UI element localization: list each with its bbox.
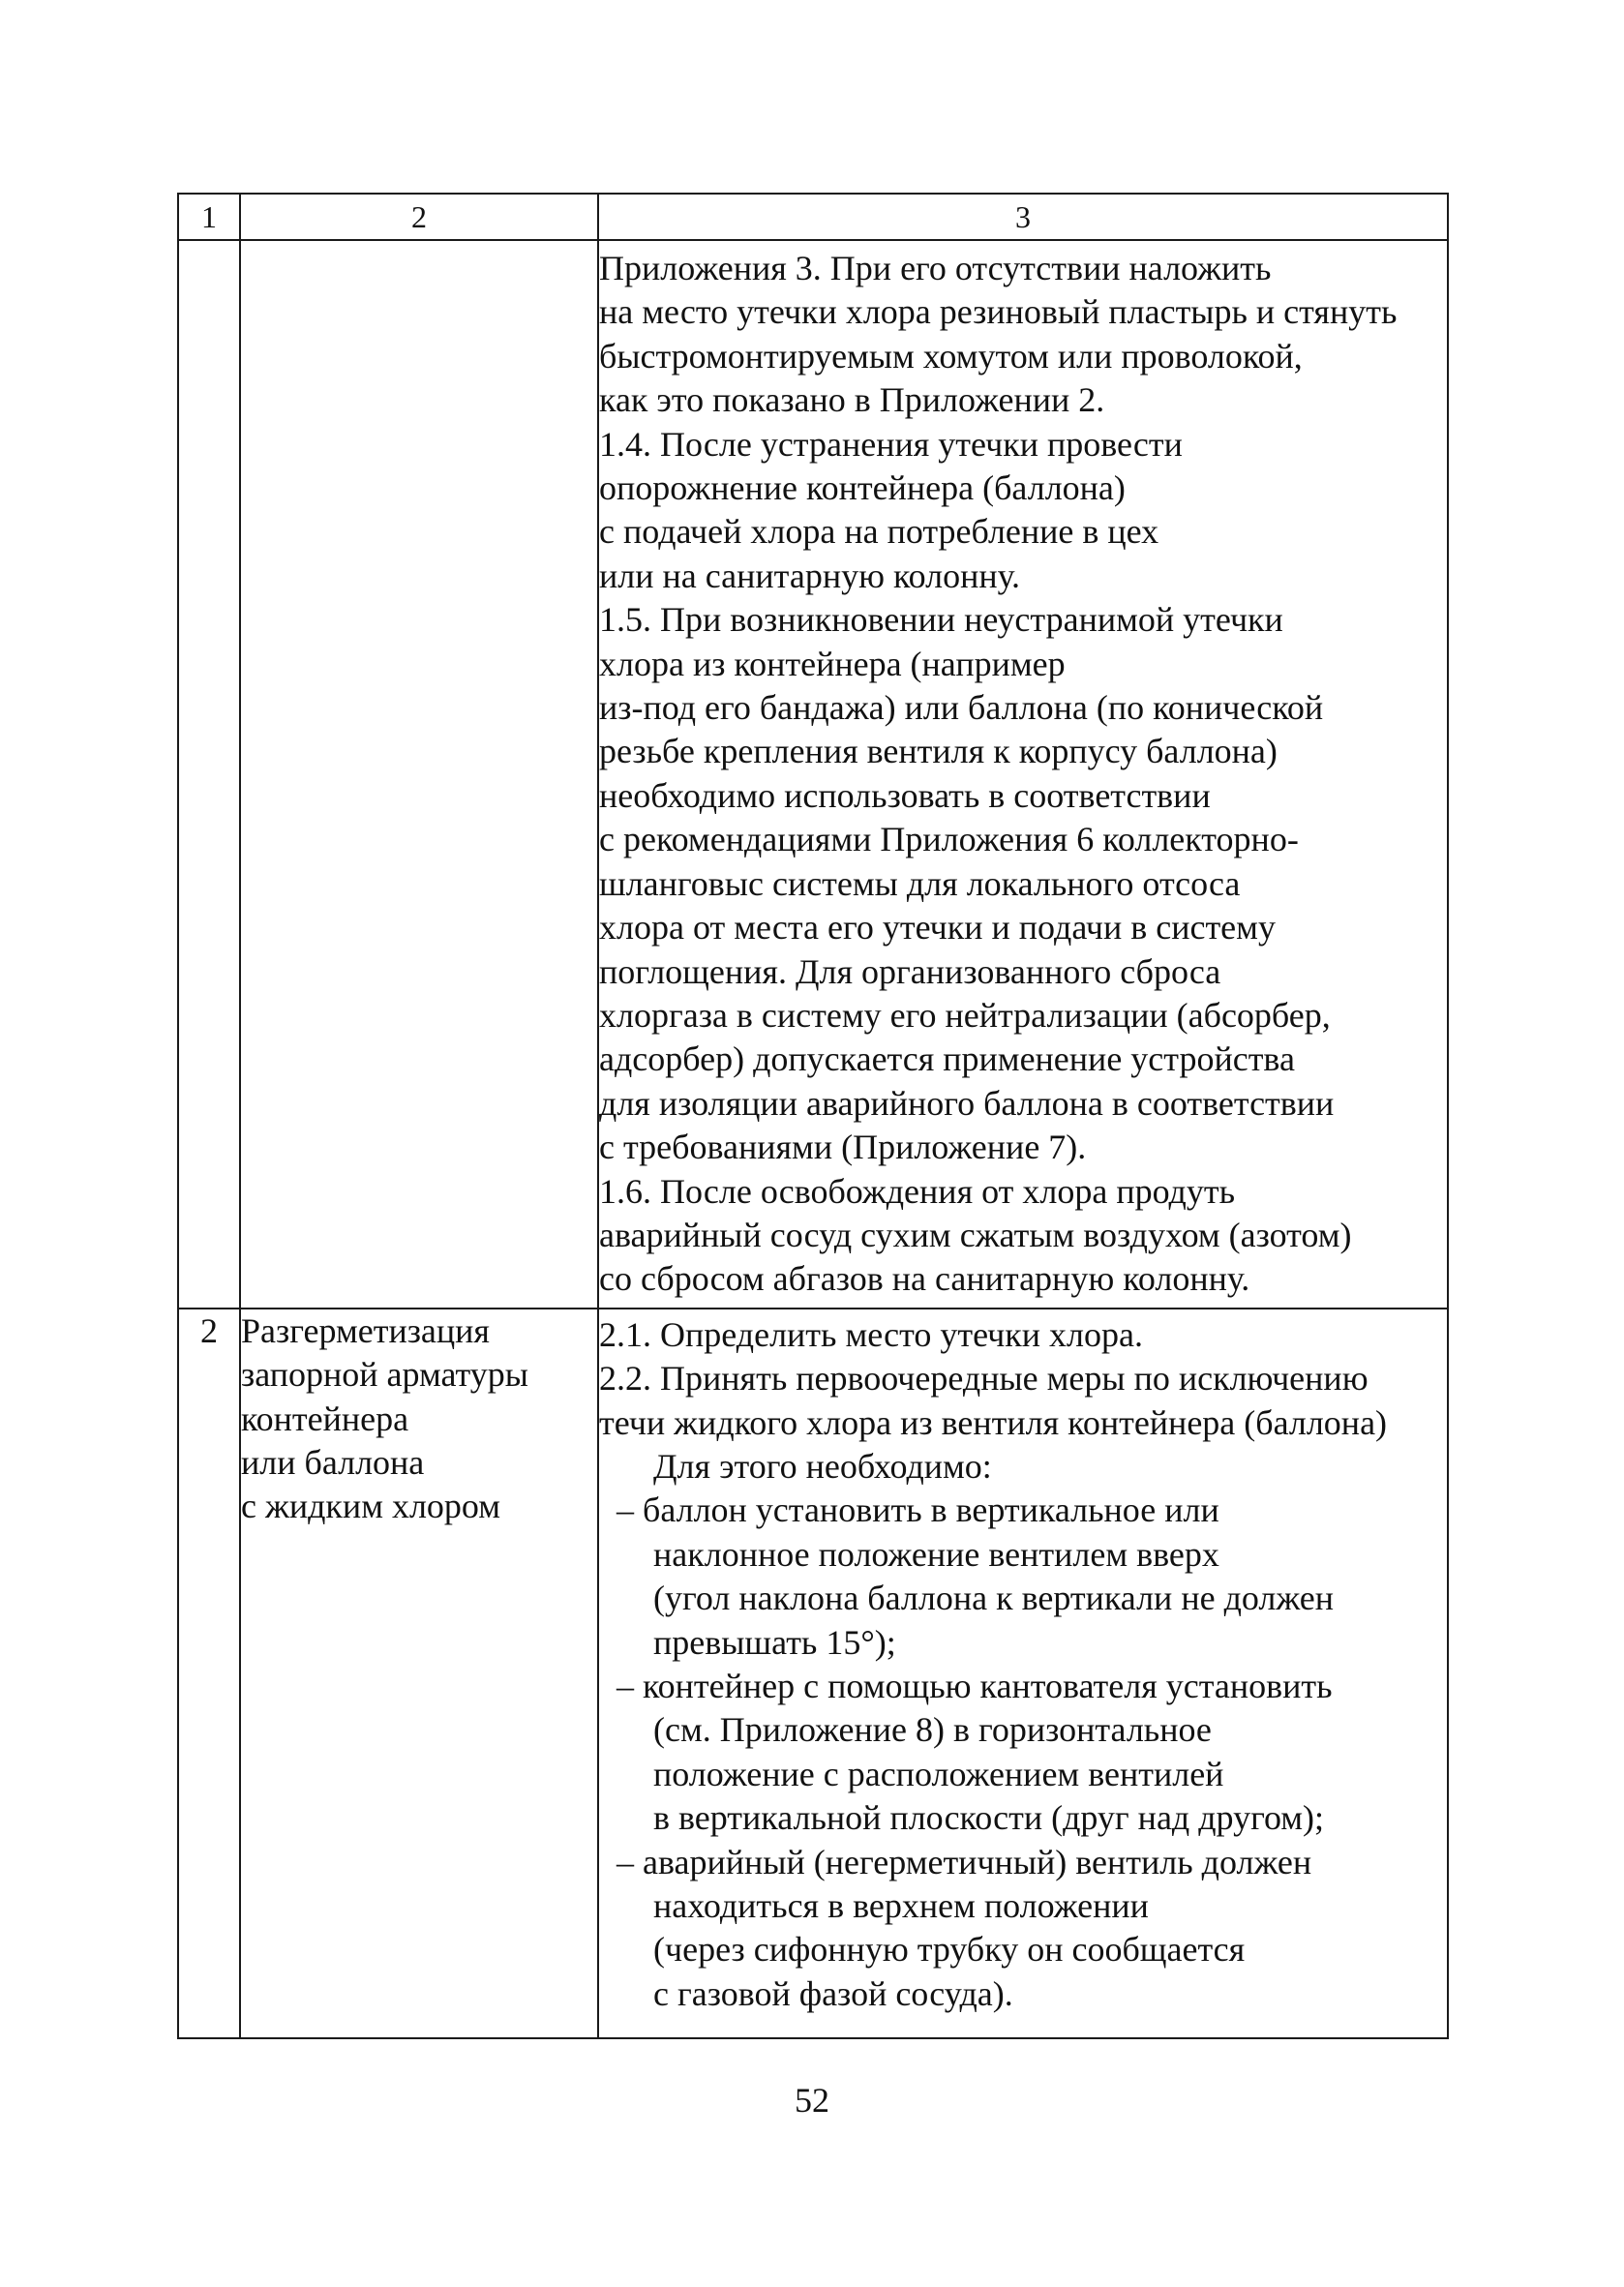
description-line: запорной арматуры (241, 1355, 528, 1395)
content-line: с требованиями (Приложение 7). (599, 1128, 1087, 1167)
content-line: со сбросом абгазов на санитарную колонну. (599, 1259, 1250, 1299)
content-line: превышать 15°); (653, 1622, 896, 1662)
content-line: из-под его бандажа) или баллона (по конической (599, 688, 1324, 728)
row-number-cell: 2 (178, 1309, 240, 2039)
table-row (178, 1309, 1448, 2039)
procedure-table (177, 193, 1449, 2039)
header-cell-3: 3 (598, 194, 1448, 240)
description-line: контейнера (241, 1399, 409, 1438)
content-line: как это показано в Приложении 2. (599, 380, 1105, 420)
content-line: 2.2. Принять первоочередные меры по исключению (599, 1359, 1368, 1399)
row-content-cell (598, 240, 1448, 1309)
content-line: Приложения 3. При его отсутствии наложить (599, 249, 1272, 287)
content-line: Для этого необходимо: (653, 1446, 992, 1486)
content-line: опорожнение контейнера (баллона) (599, 468, 1126, 508)
description-line: Разгерметизация (241, 1310, 490, 1350)
content-line: шланговыс системы для локального отсоса (599, 863, 1241, 903)
content-line: для изоляции аварийного баллона в соответствии (599, 1083, 1335, 1123)
content-line: наклонное положение вентилем вверх (653, 1534, 1219, 1574)
content-line: (см. Приложение 8) в горизонтальное (653, 1710, 1212, 1750)
header-cell-2: 2 (240, 194, 598, 240)
header-cell-1: 1 (178, 194, 240, 240)
content-line: в вертикальной плоскости (друг над другом); (653, 1798, 1325, 1838)
row-description-cell (240, 1309, 598, 2039)
page-number: 52 (795, 2081, 829, 2120)
content-line: течи жидкого хлора из вентиля контейнера (баллона) (599, 1402, 1388, 1442)
content-line: 1.6. После освобождения от хлора продуть (599, 1171, 1236, 1211)
content-line: – баллон установить в вертикальное или (617, 1490, 1219, 1530)
row-number-cell (178, 240, 240, 1309)
row-content-cell (598, 1309, 1448, 2039)
content-line: положение с расположением вентилей (653, 1754, 1224, 1793)
content-line: – контейнер с помощью кантователя установить (617, 1667, 1333, 1705)
content-line: 1.4. После устранения утечки провести (599, 424, 1183, 464)
content-line: хлора от места его утечки и подачи в систему (599, 908, 1276, 948)
table-header-row (178, 194, 1448, 240)
content-line: хлора из контейнера (например (599, 644, 1066, 683)
content-line: резьбе крепления вентиля к корпусу баллона) (599, 732, 1278, 771)
content-line: с рекомендациями Приложения 6 коллекторно- (599, 820, 1299, 859)
content-line: с подачей хлора на потребление в цех (599, 512, 1159, 552)
description-line: с жидким хлором (241, 1487, 501, 1526)
content-line: аварийный сосуд сухим сжатым воздухом (азотом) (599, 1215, 1352, 1254)
content-line: быстромонтируемым хомутом или проволокой, (599, 336, 1303, 376)
table-row (178, 240, 1448, 1309)
content-line: адсорбер) допускается применение устройства (599, 1039, 1295, 1079)
content-line: или на санитарную колонну. (599, 556, 1021, 595)
row-description-cell (240, 240, 598, 1309)
content-line: (через сифонную трубку он сообщается (653, 1930, 1246, 1970)
content-line: хлоргаза в систему его нейтрализации (абсорбер, (599, 995, 1331, 1035)
content-line: – аварийный (негерметичный) вентиль должен (617, 1842, 1312, 1881)
content-line: поглощения. Для организованного сброса (599, 951, 1221, 991)
content-line: (угол наклона баллона к вертикали не должен (653, 1579, 1335, 1618)
content-line: 1.5. При возникновении неустранимой утечки (599, 600, 1283, 640)
content-line: 2.1. Определить место утечки хлора. (599, 1314, 1143, 1354)
content-line: на место утечки хлора резиновый пластырь и стянуть (599, 292, 1398, 332)
content-line: необходимо использовать в соответствии (599, 775, 1211, 815)
content-line: находиться в верхнем положении (653, 1886, 1149, 1926)
content-line: с газовой фазой сосуда). (653, 1973, 1013, 2013)
description-line: или баллона (241, 1442, 425, 1482)
